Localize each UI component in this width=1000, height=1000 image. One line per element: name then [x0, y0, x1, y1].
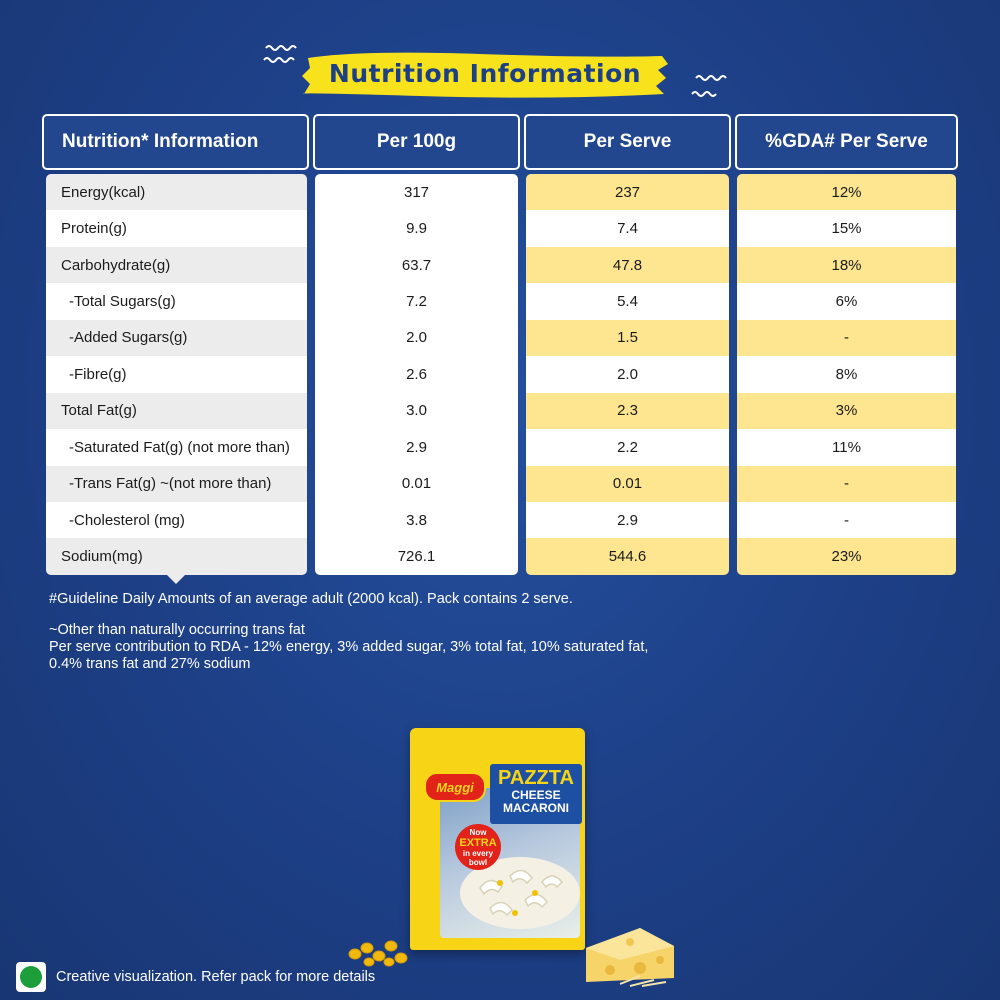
per-serve-value: 2.0 — [526, 356, 729, 392]
gda-value: 8% — [737, 356, 956, 392]
per-100g-value: 317 — [315, 174, 518, 210]
nutrient-name: Sodium(mg) — [46, 538, 307, 574]
per-serve-value: 7.4 — [526, 210, 729, 246]
per-serve-column — [526, 174, 729, 575]
product-variant-line2: MACARONI — [503, 801, 569, 815]
nutrient-name-column — [46, 174, 307, 575]
per-serve-value: 544.6 — [526, 538, 729, 574]
header-gda-per-serve: %GDA# Per Serve — [735, 114, 958, 170]
gda-value: - — [737, 502, 956, 538]
nutrient-name: -Cholesterol (mg) — [46, 502, 307, 538]
per-100g-value: 63.7 — [315, 247, 518, 283]
gda-value: - — [737, 320, 956, 356]
product-pack-image — [410, 728, 585, 950]
header-per-100g: Per 100g — [313, 114, 520, 170]
maggi-logo: Maggi — [424, 772, 486, 802]
gda-value: 11% — [737, 429, 956, 465]
per-100g-value: 3.0 — [315, 393, 518, 429]
per-serve-value: 237 — [526, 174, 729, 210]
speech-pointer-shape — [167, 575, 185, 584]
nutrient-name: -Total Sugars(g) — [46, 283, 307, 319]
nutrient-name: Carbohydrate(g) — [46, 247, 307, 283]
badge-line3: in every bowl — [462, 848, 494, 867]
nutrient-name: -Added Sugars(g) — [46, 320, 307, 356]
title-banner — [300, 48, 670, 100]
per-serve-value: 2.9 — [526, 502, 729, 538]
per-serve-value: 47.8 — [526, 247, 729, 283]
nutrient-name: Protein(g) — [46, 210, 307, 246]
banner-title: Nutrition Information — [328, 59, 642, 88]
gda-value: 23% — [737, 538, 956, 574]
nutrient-name: -Fibre(g) — [46, 356, 307, 392]
per-100g-value: 726.1 — [315, 538, 518, 574]
rda-footnote-line1: Per serve contribution to RDA - 12% energy, 3% added sugar, 3% total fat, 10% saturated fat, — [49, 639, 649, 655]
gda-value: 12% — [737, 174, 956, 210]
per-100g-value: 2.6 — [315, 356, 518, 392]
product-name-panel — [490, 764, 582, 824]
per-serve-value: 1.5 — [526, 320, 729, 356]
gda-value: 18% — [737, 247, 956, 283]
badge-line1: Now — [469, 827, 487, 837]
per-100g-value: 7.2 — [315, 283, 518, 319]
per-100g-value: 9.9 — [315, 210, 518, 246]
nutrient-name: -Trans Fat(g) ~(not more than) — [46, 466, 307, 502]
nutrient-name: Total Fat(g) — [46, 393, 307, 429]
veg-mark-icon — [16, 962, 46, 992]
per-100g-value: 3.8 — [315, 502, 518, 538]
per-100g-value: 0.01 — [315, 466, 518, 502]
gda-footnote: #Guideline Daily Amounts of an average adult (2000 kcal). Pack contains 2 serve. — [49, 591, 573, 607]
per-serve-value: 0.01 — [526, 466, 729, 502]
per-100g-value: 2.9 — [315, 429, 518, 465]
gda-value: 3% — [737, 393, 956, 429]
gda-value: 15% — [737, 210, 956, 246]
trans-fat-footnote: ~Other than naturally occurring trans fat — [49, 622, 305, 638]
badge-line2: EXTRA — [459, 836, 497, 849]
footer-disclaimer: Creative visualization. Refer pack for more details — [56, 969, 376, 985]
per-serve-value: 5.4 — [526, 283, 729, 319]
product-name: PAZZTA — [498, 767, 574, 789]
corn-kernels-icon — [345, 932, 415, 968]
per-serve-value: 2.2 — [526, 429, 729, 465]
per-100g-value: 2.0 — [315, 320, 518, 356]
per-100g-column — [315, 174, 518, 575]
cheese-icon — [580, 920, 680, 990]
header-per-serve: Per Serve — [524, 114, 731, 170]
gda-column — [737, 174, 956, 575]
rda-footnote-line2: 0.4% trans fat and 27% sodium — [49, 656, 251, 672]
pasta-doodle-icon — [690, 72, 742, 102]
product-variant-line1: CHEESE — [511, 788, 561, 802]
per-serve-value: 2.3 — [526, 393, 729, 429]
gda-value: - — [737, 466, 956, 502]
pasta-doodle-icon — [262, 42, 318, 68]
nutrient-name: -Saturated Fat(g) (not more than) — [46, 429, 307, 465]
footnotes — [49, 591, 648, 673]
header-nutrition-information: Nutrition* Information — [42, 114, 309, 170]
extra-badge — [455, 824, 501, 870]
nutrient-name: Energy(kcal) — [46, 174, 307, 210]
gda-value: 6% — [737, 283, 956, 319]
